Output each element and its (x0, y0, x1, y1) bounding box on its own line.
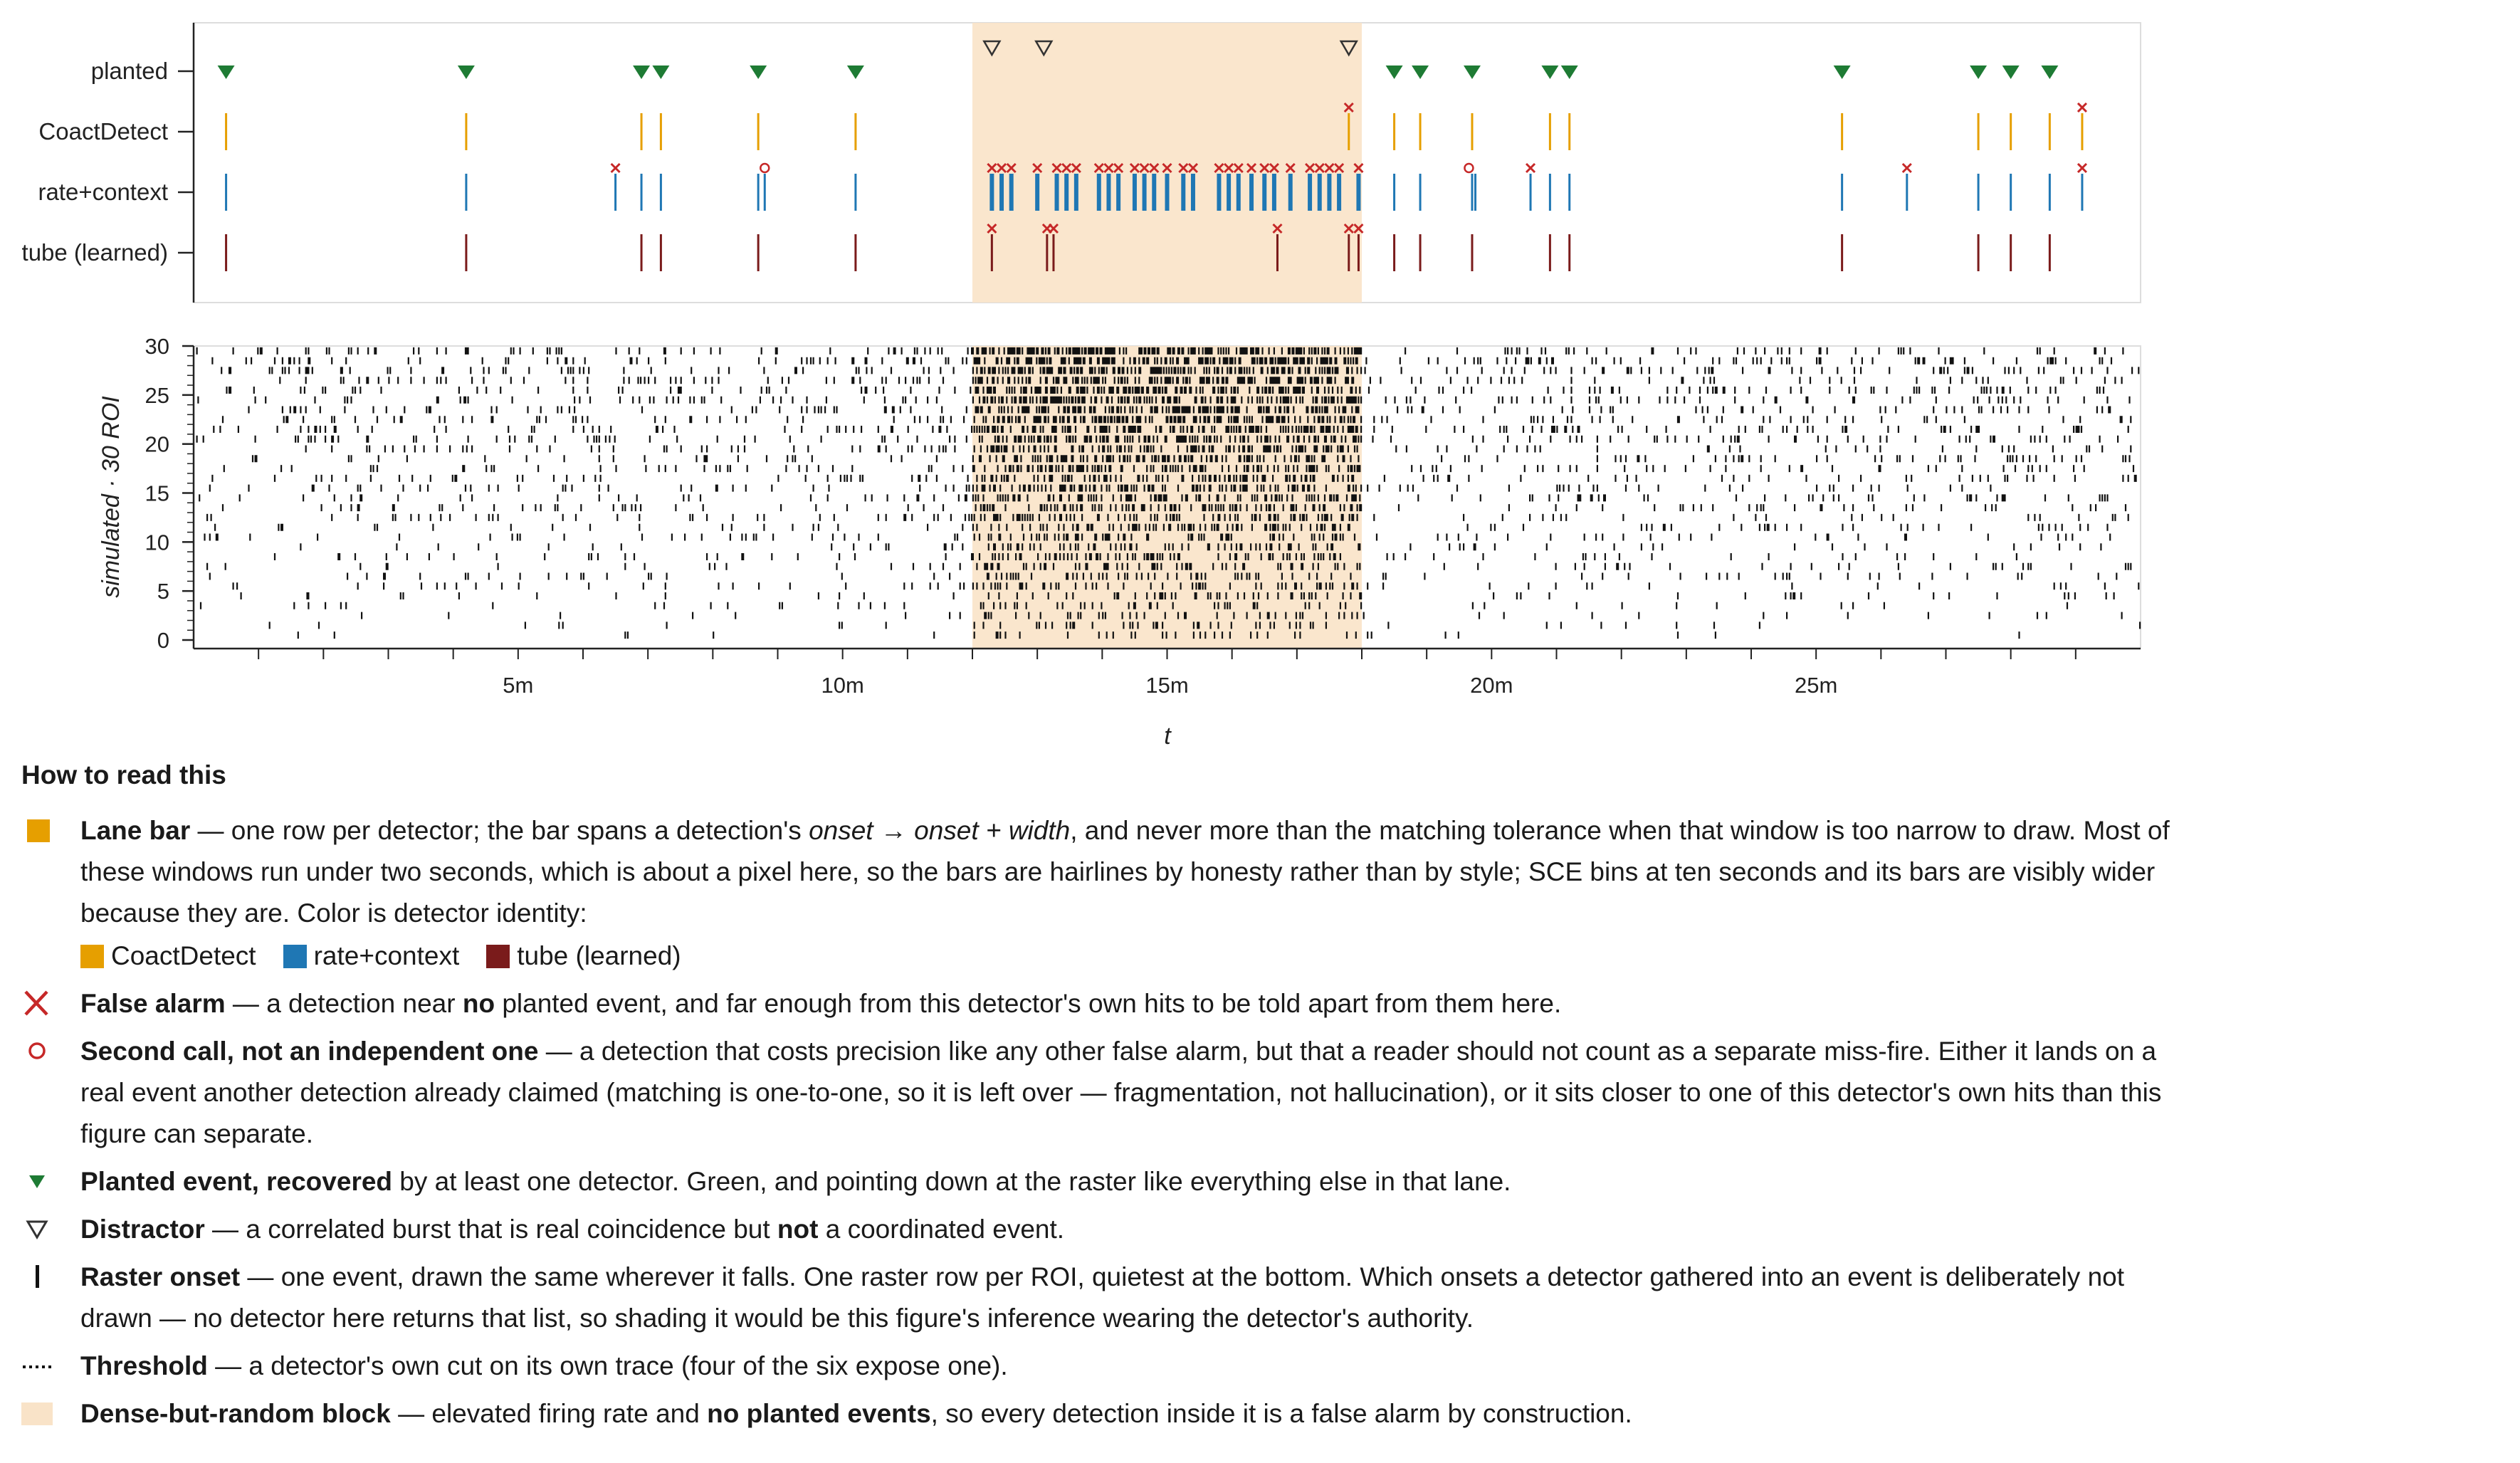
swatch-tube-learned-label: tube (learned) (517, 941, 681, 970)
detection-bar (2081, 113, 2083, 150)
detection-bar (1074, 174, 1078, 211)
legend-threshold-text: — a detector's own cut on its own trace (four of the six expose one). (207, 1351, 1008, 1380)
detection-bar (1097, 174, 1101, 211)
swatch-coactdetect (80, 935, 256, 977)
detection-bar (1288, 174, 1293, 211)
detection-bar (1116, 174, 1120, 211)
detection-bar (1009, 174, 1014, 211)
lane-label: rate+context (38, 179, 168, 205)
lane-label: CoactDetect (38, 118, 168, 145)
legend-distractor-text2: a coordinated event. (818, 1215, 1065, 1244)
detection-bar (1471, 174, 1473, 211)
detection-bar (1419, 174, 1422, 211)
legend-dense-block-bold: no planted events (707, 1399, 931, 1428)
detection-bar (1419, 113, 1422, 150)
legend-threshold (21, 1346, 2185, 1387)
false-alarm-cross-icon (21, 989, 53, 1019)
detection-bar (1568, 234, 1570, 271)
legend-dense-block-text1: — elevated firing rate and (390, 1399, 708, 1428)
detection-bar (757, 113, 760, 150)
detection-bar (1393, 113, 1395, 150)
detection-bar (1143, 174, 1147, 211)
legend-planted-name: Planted event, recovered (80, 1167, 393, 1196)
planted-triangle-icon (21, 1167, 53, 1197)
detection-bar (1549, 113, 1551, 150)
raster-y-tick-label: 20 (145, 431, 169, 457)
detection-bar (465, 113, 467, 150)
detection-bar (1046, 234, 1048, 271)
detection-bar (2010, 174, 2012, 211)
raster-y-tick-label: 0 (157, 628, 169, 653)
detection-bar (1549, 174, 1551, 211)
detection-bar (2081, 174, 2083, 211)
distractor-triangle-icon (21, 1215, 53, 1244)
detection-bar (1181, 174, 1185, 211)
raster-y-axis-label: simulated · 30 ROI (98, 396, 125, 598)
legend-planted-text: by at least one detector. Green, and pointing down at the raster like everything else in that lane. (392, 1167, 1511, 1196)
raster-y-tick-label: 5 (157, 579, 169, 604)
detection-bar (1227, 174, 1231, 211)
legend-lane-bar (21, 810, 2185, 977)
detection-bar (641, 174, 643, 211)
lane-label: tube (learned) (21, 239, 168, 266)
legend-raster-onset-name: Raster onset (80, 1262, 241, 1291)
raster-y-tick-label: 15 (145, 481, 169, 506)
threshold-dotted-line-icon (21, 1351, 53, 1381)
detection-bar (1318, 174, 1322, 211)
raster-y-tick-label: 30 (145, 334, 169, 359)
detection-bar (1276, 234, 1279, 271)
detection-bar (1530, 174, 1532, 211)
legend-lane-bar-onset: onset (809, 816, 873, 845)
legend-lane-bar-arrow: → (873, 816, 915, 845)
detection-bar (1393, 174, 1395, 211)
detection-bar (999, 174, 1004, 211)
detection-bar (1064, 174, 1069, 211)
detector-swatches (80, 935, 2185, 977)
legend-title: How to read this (21, 760, 226, 790)
detection-bar (1549, 234, 1551, 271)
detection-bar (614, 174, 616, 211)
detection-bar (1152, 174, 1156, 211)
legend-false-alarm-name: False alarm (80, 989, 226, 1018)
raster-y-tick-label: 25 (145, 382, 169, 408)
legend-distractor (21, 1209, 2185, 1250)
detection-bar (1568, 174, 1570, 211)
swatch-rate-context-color (283, 945, 307, 968)
detection-bar (854, 113, 856, 150)
raster-y-tick-label: 10 (145, 530, 169, 555)
detection-bar (225, 113, 227, 150)
legend-false-alarm-text2: planted event, and far enough from this detector's own hits to be told apart from them here. (495, 989, 1562, 1018)
detection-bar (1217, 174, 1221, 211)
legend-planted (21, 1161, 2185, 1202)
detection-bar (660, 234, 662, 271)
detection-bar (225, 234, 227, 271)
detection-bar (1393, 234, 1395, 271)
detection-bar (465, 174, 467, 211)
detection-bar (1358, 234, 1360, 271)
legend-second-call-text: — a detection that costs precision like any other false alarm, but that a reader should not count as a separate miss-fire. Either it lands on a real event another detection already claimed (matching is one-to-one, so it is left over — fragmentation, not hallucination), or it sits closer to one of this detector's own hits than this figure can separate. (80, 1037, 2162, 1148)
legend-second-call-name: Second call, not an independent one (80, 1037, 539, 1066)
legend-lane-bar-text2: , and never more than the matching tolerance when that window is too narrow to draw. Most of these windows run under two seconds, which is about a pixel here, so the bars are hairlines by honesty rather than by style; SCE bins at ten seconds and its bars are visibly wider because they are. Color is detector identity: (80, 816, 2170, 928)
raster-x-tick-label: 15m (1145, 673, 1189, 698)
detection-bar (1841, 174, 1843, 211)
lanes-dense-block (972, 23, 1362, 303)
detection-bar (660, 174, 662, 211)
legend-false-alarm (21, 983, 2185, 1024)
detection-bar (991, 234, 993, 271)
legend-false-alarm-text1: — a detection near (225, 989, 463, 1018)
detection-bar (1262, 174, 1266, 211)
legend-lane-bar-width: onset + width (914, 816, 1071, 845)
detection-bar (2010, 113, 2012, 150)
raster-x-tick-label: 10m (821, 673, 864, 698)
raster-onset-tick-icon (21, 1262, 53, 1292)
detection-bar (1337, 174, 1341, 211)
swatch-rate-context (283, 935, 460, 977)
second-call-circle-icon (21, 1037, 53, 1066)
detection-bar (1106, 174, 1111, 211)
detection-bar (1978, 113, 1980, 150)
detection-bar (1841, 234, 1843, 271)
detection-bar (1906, 174, 1908, 211)
detection-bar (2049, 174, 2051, 211)
legend-section (21, 760, 2185, 1441)
detection-bar (764, 174, 766, 211)
detection-bar (1474, 174, 1476, 211)
legend-second-call (21, 1031, 2185, 1155)
detection-bar (1191, 174, 1195, 211)
detection-bar (1035, 174, 1039, 211)
detection-bar (2049, 234, 2051, 271)
swatch-tube-learned (486, 935, 681, 977)
lane-bar-key-icon (21, 816, 53, 846)
detection-bar (1249, 174, 1254, 211)
legend-raster-onset-text: — one event, drawn the same wherever it falls. One raster row per ROI, quietest at the bottom. Which onsets a detector gathered into an event is deliberately not drawn — no detector here returns that list, so shading it would be this figure's inference wearing the detector's authority. (80, 1262, 2125, 1333)
detection-bar (641, 113, 643, 150)
legend-false-alarm-bold: no (462, 989, 495, 1018)
raster-x-tick-label: 25m (1795, 673, 1838, 698)
raster-x-tick-label: 20m (1470, 673, 1513, 698)
dense-block-swatch-icon (21, 1399, 53, 1429)
detection-bar (1841, 113, 1843, 150)
detection-bar (1052, 234, 1054, 271)
legend-dense-block-text2: , so every detection inside it is a false alarm by construction. (930, 1399, 1632, 1428)
detection-bar (1978, 234, 1980, 271)
detection-bar (854, 234, 856, 271)
detection-bar (989, 174, 994, 211)
detection-bar (1348, 234, 1350, 271)
detection-bar (757, 234, 760, 271)
swatch-coactdetect-color (80, 945, 104, 968)
detection-bar (641, 234, 643, 271)
detector-lanes-panel (22, 23, 2141, 303)
detection-bar (1272, 174, 1276, 211)
detection-bar (1419, 234, 1422, 271)
swatch-tube-learned-color (486, 945, 510, 968)
detection-bar (757, 174, 760, 211)
detection-bar (854, 174, 856, 211)
legend-lane-bar-text1: — one row per detector; the bar spans a detection's (190, 816, 809, 845)
detection-bar (1471, 234, 1473, 271)
legend-distractor-text1: — a correlated burst that is real coincidence but (204, 1215, 777, 1244)
legend-dense-block-name: Dense-but-random block (80, 1399, 391, 1428)
detection-bar (465, 234, 467, 271)
detection-bar (1348, 113, 1350, 150)
raster-x-tick-label: 5m (503, 673, 534, 698)
swatch-coactdetect-label: CoactDetect (111, 941, 256, 970)
detection-bar (1978, 174, 1980, 211)
detection-bar (660, 113, 662, 150)
raster-panel (98, 334, 2141, 750)
detection-bar (1237, 174, 1241, 211)
detection-bar (1133, 174, 1137, 211)
legend-lane-bar-name: Lane bar (80, 816, 191, 845)
detection-bar (2049, 113, 2051, 150)
legend-distractor-bold: not (777, 1215, 819, 1244)
detection-bar (1356, 174, 1360, 211)
detection-bar (1308, 174, 1312, 211)
detection-bar (1165, 174, 1170, 211)
detection-bar (1055, 174, 1059, 211)
legend-distractor-name: Distractor (80, 1215, 205, 1244)
detection-bar (1568, 113, 1570, 150)
legend-dense-block (21, 1393, 2185, 1435)
legend-threshold-name: Threshold (80, 1351, 208, 1380)
detection-bar (2010, 234, 2012, 271)
detection-bar (225, 174, 227, 211)
detection-bar (1471, 113, 1473, 150)
legend-raster-onset (21, 1257, 2185, 1339)
detection-bar (1327, 174, 1331, 211)
lane-label: planted (90, 58, 168, 84)
swatch-rate-context-label: rate+context (313, 941, 460, 970)
x-axis-label: t (1164, 723, 1171, 750)
